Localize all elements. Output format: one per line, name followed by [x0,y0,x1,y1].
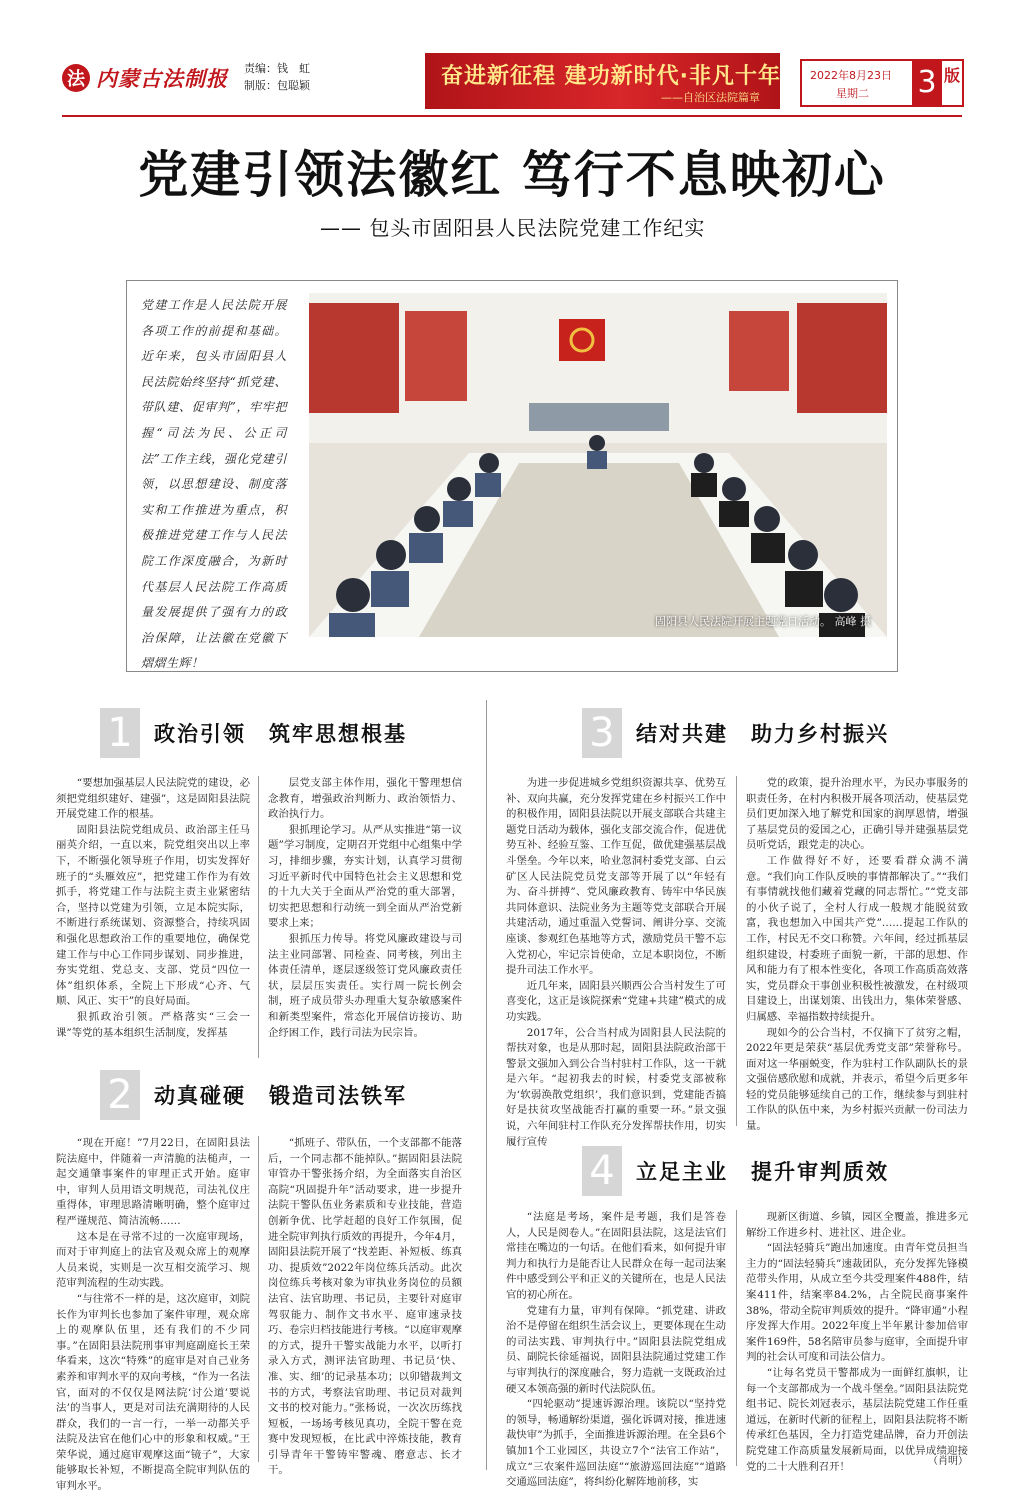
column-divider [736,1210,737,1466]
paragraph: 层党支部主体作用，强化干警理想信念教育，增强政治判断力、政治领悟力、政治执行力。 [268,777,462,821]
section-2-column-b [268,1136,462,1477]
section-1-column-a [56,776,250,1066]
issue-weekday: 星期二 [836,87,869,100]
paragraph: 现如今的公合当村，不仅摘下了贫穷之帽，2022年更是荣获“基层优秀党支部”荣誉称号。面对这一华丽蜕变，作为驻村工作队副队长的景文强倍感欣慰和成就，并表示，希望今后更多年轻的党员能够延续自己的工作，继续参与到驻村工作队的队伍中来，为乡村振兴贡献一份司法力量。 [746,1026,968,1133]
page-number: 3 [912,61,942,105]
intro-box [126,280,898,672]
page-center-divider [486,700,487,1470]
section-1-number: 1 [100,708,140,758]
section-3-number: 3 [582,708,622,758]
paragraph: “固法轻骑兵”跑出加速度。由青年党员担当主力的“固法轻骑兵”速裁团队，充分发挥先锋模范带头作用，从成立至今共受理案件488件，结案411件，结案率84.2%，占全院民商事案件38%，带动全院审判质效的提升。“降审通”小程序发挥大作用。2022年度上半年累计参加倍审案件169件，58名陪审员参与庭审，全面提升审判的社会认可度和司法公信力。 [746,1242,968,1364]
masthead-rule [62,115,962,117]
theme-banner [425,53,780,109]
paragraph: 近几年来，固阳县兴顺西公合当村发生了可喜变化，这正是该院探索“党建+共建”模式的成功实践。 [506,979,726,1023]
masthead-logo-text: 内蒙古法制报 [96,66,228,91]
intro-text: 党建工作是人民法院开展各项工作的前提和基础。近年来，包头市固阳县人民法院始终坚持“抓党建、带队建、促审判”，牢牢把握“司法为民、公正司法”工作主线，强化党建引领，以思想建设、制度落实和工作推进为重点，积极推进党建工作与人民法院工作深度融合，为新时代基层人民法院工作高质量发展提供了强有力的政治保障，让法徽在党徽下熠熠生辉！ [141,298,287,671]
paragraph: 狠抓政治引领。严格落实“三会一课”等党的基本组织生活制度，发挥基 [56,1010,250,1039]
paragraph: 现新区街道、乡镇，园区全覆盖，推进多元解纷工作进乡村、进社区、进企业。 [746,1211,968,1239]
paragraph: “要想加强基层人民法院党的建设，必须把党组织建好、建强”，这是固阳县法院开展党建工作的根基。 [56,777,250,821]
section-3-column-a [506,776,726,1148]
producer-line: 制版：包聪颖 [244,79,310,92]
meeting-photo-illustration [309,293,887,637]
paragraph: 这本是在寻常不过的一次庭审现场，而对于审判庭上的法官及观众席上的观摩人员来说，实则是一次互相交流学习、规范审判流程的生动实践。 [56,1230,250,1290]
paragraph: “抓班子、带队伍，一个支部都不能落后，一个同志都不能掉队。”据固阳县法院审管办干警张扬介绍，为全面落实自治区高院“巩固提升年”活动要求，进一步提升法院干警队伍业务素质和专业技能，营造创新争优、比学赶超的良好工作氛围，促进全院审判执行质效的再提升，今年4月，固阳县法院开展了“找差距、补短板、练真功、提质效”2022年岗位练兵活动。此次岗位练兵考核对象为审执业务岗位的员额法官、法官助理、书记员，主要针对庭审驾驭能力、制作文书水平、庭审速录技巧、卷宗归档技能进行考核。“以庭审观摩的方式，提升干警实战能力水平，以听打录入方式，测评法官助理、书记员‘快、准、实、细’的记录基本功；以卯错裁判文书的方式，考察法官助理、书记员对裁判文书的校对能力。”张杨说，一次次历练找短板，一场场考核见真功，全院干警在竞赛中发现短板，在比武中淬炼技能，教育引导青年干警铸牢警魂、磨意志、长才干。 [268,1137,462,1477]
paragraph: 2017年，公合当村成为固阳县人民法院的帮扶对象，也是从那时起，固阳县法院政治部干警景文强加入到公合当村驻村工作队，这一干就是六年。“起初我去的时候，村委党支部被称为‘软弱涣散党组织’，我们意识到，党建能否搞好是扶贫攻坚战能否打赢的重要一环。”景文强说，六年间驻村工作队充分发挥帮扶作用，切实履行宣传 [506,1026,726,1148]
section-4-column-a [506,1210,726,1489]
article-subheadline: —— 包头市固阳县人民法院党建工作纪实 [320,216,706,240]
paragraph: 固阳县法院党组成员、政治部主任马丽英介绍，一直以来，院党组突出以上率下，不断强化领导班子作用，切实发挥好班子的“头雁效应”，把党建工作作为有效抓手，将党建工作与法院主责主业紧密结合，坚持以党建为引领，立足本院实际，不断进行系统谋划、资源整合，持续巩固和强化思想政治工作的重要地位，确保党建工作与中心工作同步谋划、同步推进，夯实党组、党总支、支部、党员“四位一体”组织体系，全院上下形成“心齐、气顺、风正、实干”的良好局面。 [56,823,250,1008]
section-3-heading [582,708,889,758]
editor-line: 责编：钱 虹 [244,62,310,75]
section-2-title: 动真碰硬 锻造司法铁军 [154,1084,407,1108]
emblem-icon: 法 [62,64,90,92]
photo-caption: 固阳县人民法院开展主题党日活动。 高峰 摄 [655,615,871,628]
section-4-title: 立足主业 提升审判质效 [636,1160,889,1184]
section-4-heading [582,1146,889,1196]
paragraph: 党建有力量，审判有保障。“抓党建、讲政治不是停留在组织生活会议上，更要体现在生动的司法实践、审判执行中。”固阳县法院党组成员、副院长徐延福说，固阳县法院通过党建工作与审判执行的深度融合，努力造就一支既政治过硬又本领高强的新时代法院队伍。 [506,1304,726,1395]
section-3-column-b [746,776,968,1132]
paragraph: 狠抓理论学习。从严从实推进“第一议题”学习制度，定期召开党组中心组集中学习，排细步骤，夯实计划，认真学习贯彻习近平新时代中国特色社会主义思想和党的十九大关于全面从严治党的重大部署，切实把思想和行动统一到全面从严治党新要求上来； [268,823,462,930]
column-divider [258,776,259,1058]
page-label: 版 [944,66,961,85]
editor-credits [244,60,310,94]
paragraph: “与往常不一样的是，这次庭审，刘院长作为审判长也参加了案件审理，观众席上的观摩队伍里，还有我们的不少同事。”在固阳县法院刑事审判庭副庭长王荣华看来，这次“特殊”的庭审是对自己业务素养和审判水平的双向考核，“作为一名法官，面对的不仅仅是网法院‘讨公道’要说法’的当事人，更是对司法充满期待的人民群众，我们的一言一行，一举一动都关乎法院及法官在他们心中的形象和权威。”王荣华说，通过庭审观摩这面“镜子”，大家能够取长补短，不断提高全院审判队伍的审判水平。 [56,1292,250,1493]
issue-date: 2022年8月23日 [810,69,892,82]
paragraph: “四轮驱动”提速诉源治理。该院以“坚持党的领导，畅通解纷渠道，强化诉调对接，推进速裁快审”为抓手，全面推进诉源治理。在全县6个镇加1个工业园区，共设立7个“法官工作站”，成立“三农案件巡回法庭”“旅游巡回法庭”“道路交通巡回法庭”，将纠纷化解阵地前移，实 [506,1398,726,1489]
section-2-number: 2 [100,1070,140,1120]
paragraph: 工作做得好不好，还要看群众满不满意。“我们向工作队反映的事情都解决了。”“我们有事情就找他们藏着党藏的同志帮忙。”“党支部的小伙子说了，全村人行成一般规才能脱贫致富，我也想加入中国共产党”……提起工作队的工作，村民无不交口称赞。六年间，经过抓基层组织建设，村委班子面貌一新，干部的思想、作风和能力有了根本性变化，各项工作高质高效落实，党员群众干事创业积极性被激发，在村级项目建设上，出谋划策、出钱出力，集体荣誉感、归属感、幸福指数持续提升。 [746,854,968,1023]
date-block [800,59,964,107]
section-1-heading [100,708,407,758]
paragraph: “现在开庭！”7月22日，在固阳县法院法庭中，伴随着一声清脆的法槌声，一起交通肇事案件的审理正式开始。庭审中，审判人员用语文明规范，司法礼仪庄重得体，审理思路清晰明确，整个庭审过程严谨规范、简洁流畅…… [56,1137,250,1227]
section-2-column-a [56,1136,250,1493]
paragraph: 为进一步促进城乡党组织资源共享、优势互补、双向共赢，充分发挥党建在乡村振兴工作中的积极作用，固阳县法院以开展支部联合共建主题党日活动为载体，强化支部交流合作，促进优势互补、经验互鉴、工作互促，做优建强基层战斗堡垒。今年以来，哈业忽洞村委党支部、白云矿区人民法院党员党支部等开展了以“年轻有为、奋斗拼搏”、党风廉政教育、铸牢中华民族共同体意识、法院业务为主题等党支部联合开展共建活动，通过重温入党誓词、阐讲分享、交流座谈、参观红色基地等方式，激励党员干警不忘入党初心，牢记宗旨使命，立足本职岗位，不断提升司法工作水平。 [506,777,726,977]
paragraph: 狠抓压力传导。将党风廉政建设与司法主业同部署、同检查、同考核，列出主体责任清单，逐层逐级签订党风廉政责任状，层层压实责任。实行周一院长例会制，班子成员带头办理重大复杂敏感案件和新类型案件，常态化开展信访接访、助企纾困工作，践行司法为民宗旨。 [268,932,462,1039]
theme-banner-subtitle: ——自治区法院篇章 [661,91,760,104]
column-divider [736,776,737,1126]
paragraph: 党的政策，提升治理水平，为民办事服务的职责任务，在村内积极开展各项活动，使基层党员们更加深入地了解党和国家的润厚恩情，增强了基层党员的爱国之心，正确引导并建强基层党员听党话，跟党走的决心。 [746,777,968,852]
section-2-heading [100,1070,407,1120]
meeting-photo [309,293,887,637]
column-divider [258,1136,259,1462]
masthead-logo [62,60,232,96]
paragraph: “法庭是考场，案件是考题，我们是答卷人，人民是阅卷人。”在固阳县法院，这是法官们常挂在嘴边的一句话。在他们看来，如何提升审判力和执行力是能否让人民群众在每一起司法案件中感受到公平和正义的关键所在，也是人民法官的初心所在。 [506,1211,726,1301]
section-4-number: 4 [582,1146,622,1196]
article-headline: 党建引领法徽红 笃行不息映初心 [138,146,886,204]
author-credit: （肖明） [928,1456,968,1467]
section-1-title: 政治引领 筑牢思想根基 [154,722,407,746]
section-3-title: 结对共建 助力乡村振兴 [636,722,889,746]
paragraph: “让每名党员干警都成为一面鲜红旗帜，让每一个支部都成为一个战斗堡垒。”固阳县法院党组书记、院长刘冠表示，基层法院党建工作任重道远，在新时代新的征程上，固阳县法院将不断传承红色基因，全力打造党建品牌，奋力开创法院党建工作高质量发展新局面，以优异成绩迎接党的二十大胜利召开！ [746,1366,968,1473]
section-1-column-b [268,776,462,1066]
theme-banner-title: 奋进新征程 建功新时代·非凡十年 [441,64,782,89]
